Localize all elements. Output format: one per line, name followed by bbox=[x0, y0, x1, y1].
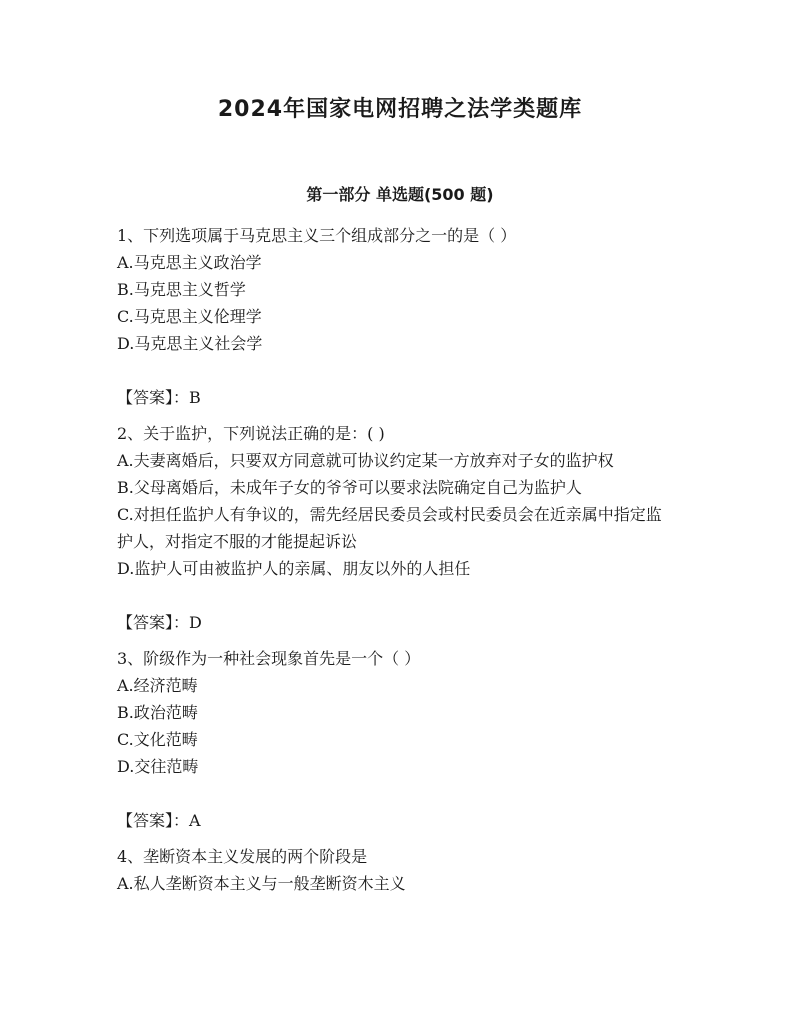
question-2 bbox=[117, 420, 677, 636]
page-title: 2024年国家电网招聘之法学类题库 bbox=[217, 97, 583, 122]
option-b: B.马克思主义哲学 bbox=[117, 280, 246, 299]
option-a: A.私人垄断资本主义与一般垄断资木主义 bbox=[117, 874, 406, 893]
answer-line: 【答案】：B bbox=[117, 388, 201, 407]
option-c: C.文化范畴 bbox=[117, 730, 198, 749]
option-a: A.马克思主义政治学 bbox=[117, 253, 262, 272]
option-a: A.夫妻离婚后，只要双方同意就可协议约定某一方放弃对子女的监护权 bbox=[117, 451, 614, 470]
question-stem: 3、阶级作为一种社会现象首先是一个（ ） bbox=[117, 649, 421, 668]
question-list bbox=[117, 222, 677, 897]
option-c: C.对担任监护人有争议的，需先经居民委员会或村民委员会在近亲属中指定监护人，对指定不服的才能提起诉讼 bbox=[117, 505, 662, 551]
option-d: D.马克思主义社会学 bbox=[117, 334, 263, 353]
option-a: A.经济范畴 bbox=[117, 676, 198, 695]
question-stem: 2、关于监护，下列说法正确的是：( ) bbox=[117, 424, 385, 443]
question-4 bbox=[117, 843, 677, 897]
question-stem: 1、下列选项属于马克思主义三个组成部分之一的是（ ） bbox=[117, 226, 517, 245]
question-3 bbox=[117, 645, 677, 834]
answer-line: 【答案】：D bbox=[117, 613, 202, 632]
option-d: D.交往范畴 bbox=[117, 757, 199, 776]
section-heading: 第一部分 单选题(500 题) bbox=[306, 185, 494, 204]
option-b: B.父母离婚后，未成年子女的爷爷可以要求法院确定自己为监护人 bbox=[117, 478, 582, 497]
question-1 bbox=[117, 222, 677, 411]
option-c: C.马克思主义伦理学 bbox=[117, 307, 262, 326]
option-d: D.监护人可由被监护人的亲属、朋友以外的人担任 bbox=[117, 559, 471, 578]
option-b: B.政治范畴 bbox=[117, 703, 198, 722]
answer-line: 【答案】：A bbox=[117, 811, 201, 830]
question-stem: 4、垄断资本主义发展的两个阶段是 bbox=[117, 847, 368, 866]
